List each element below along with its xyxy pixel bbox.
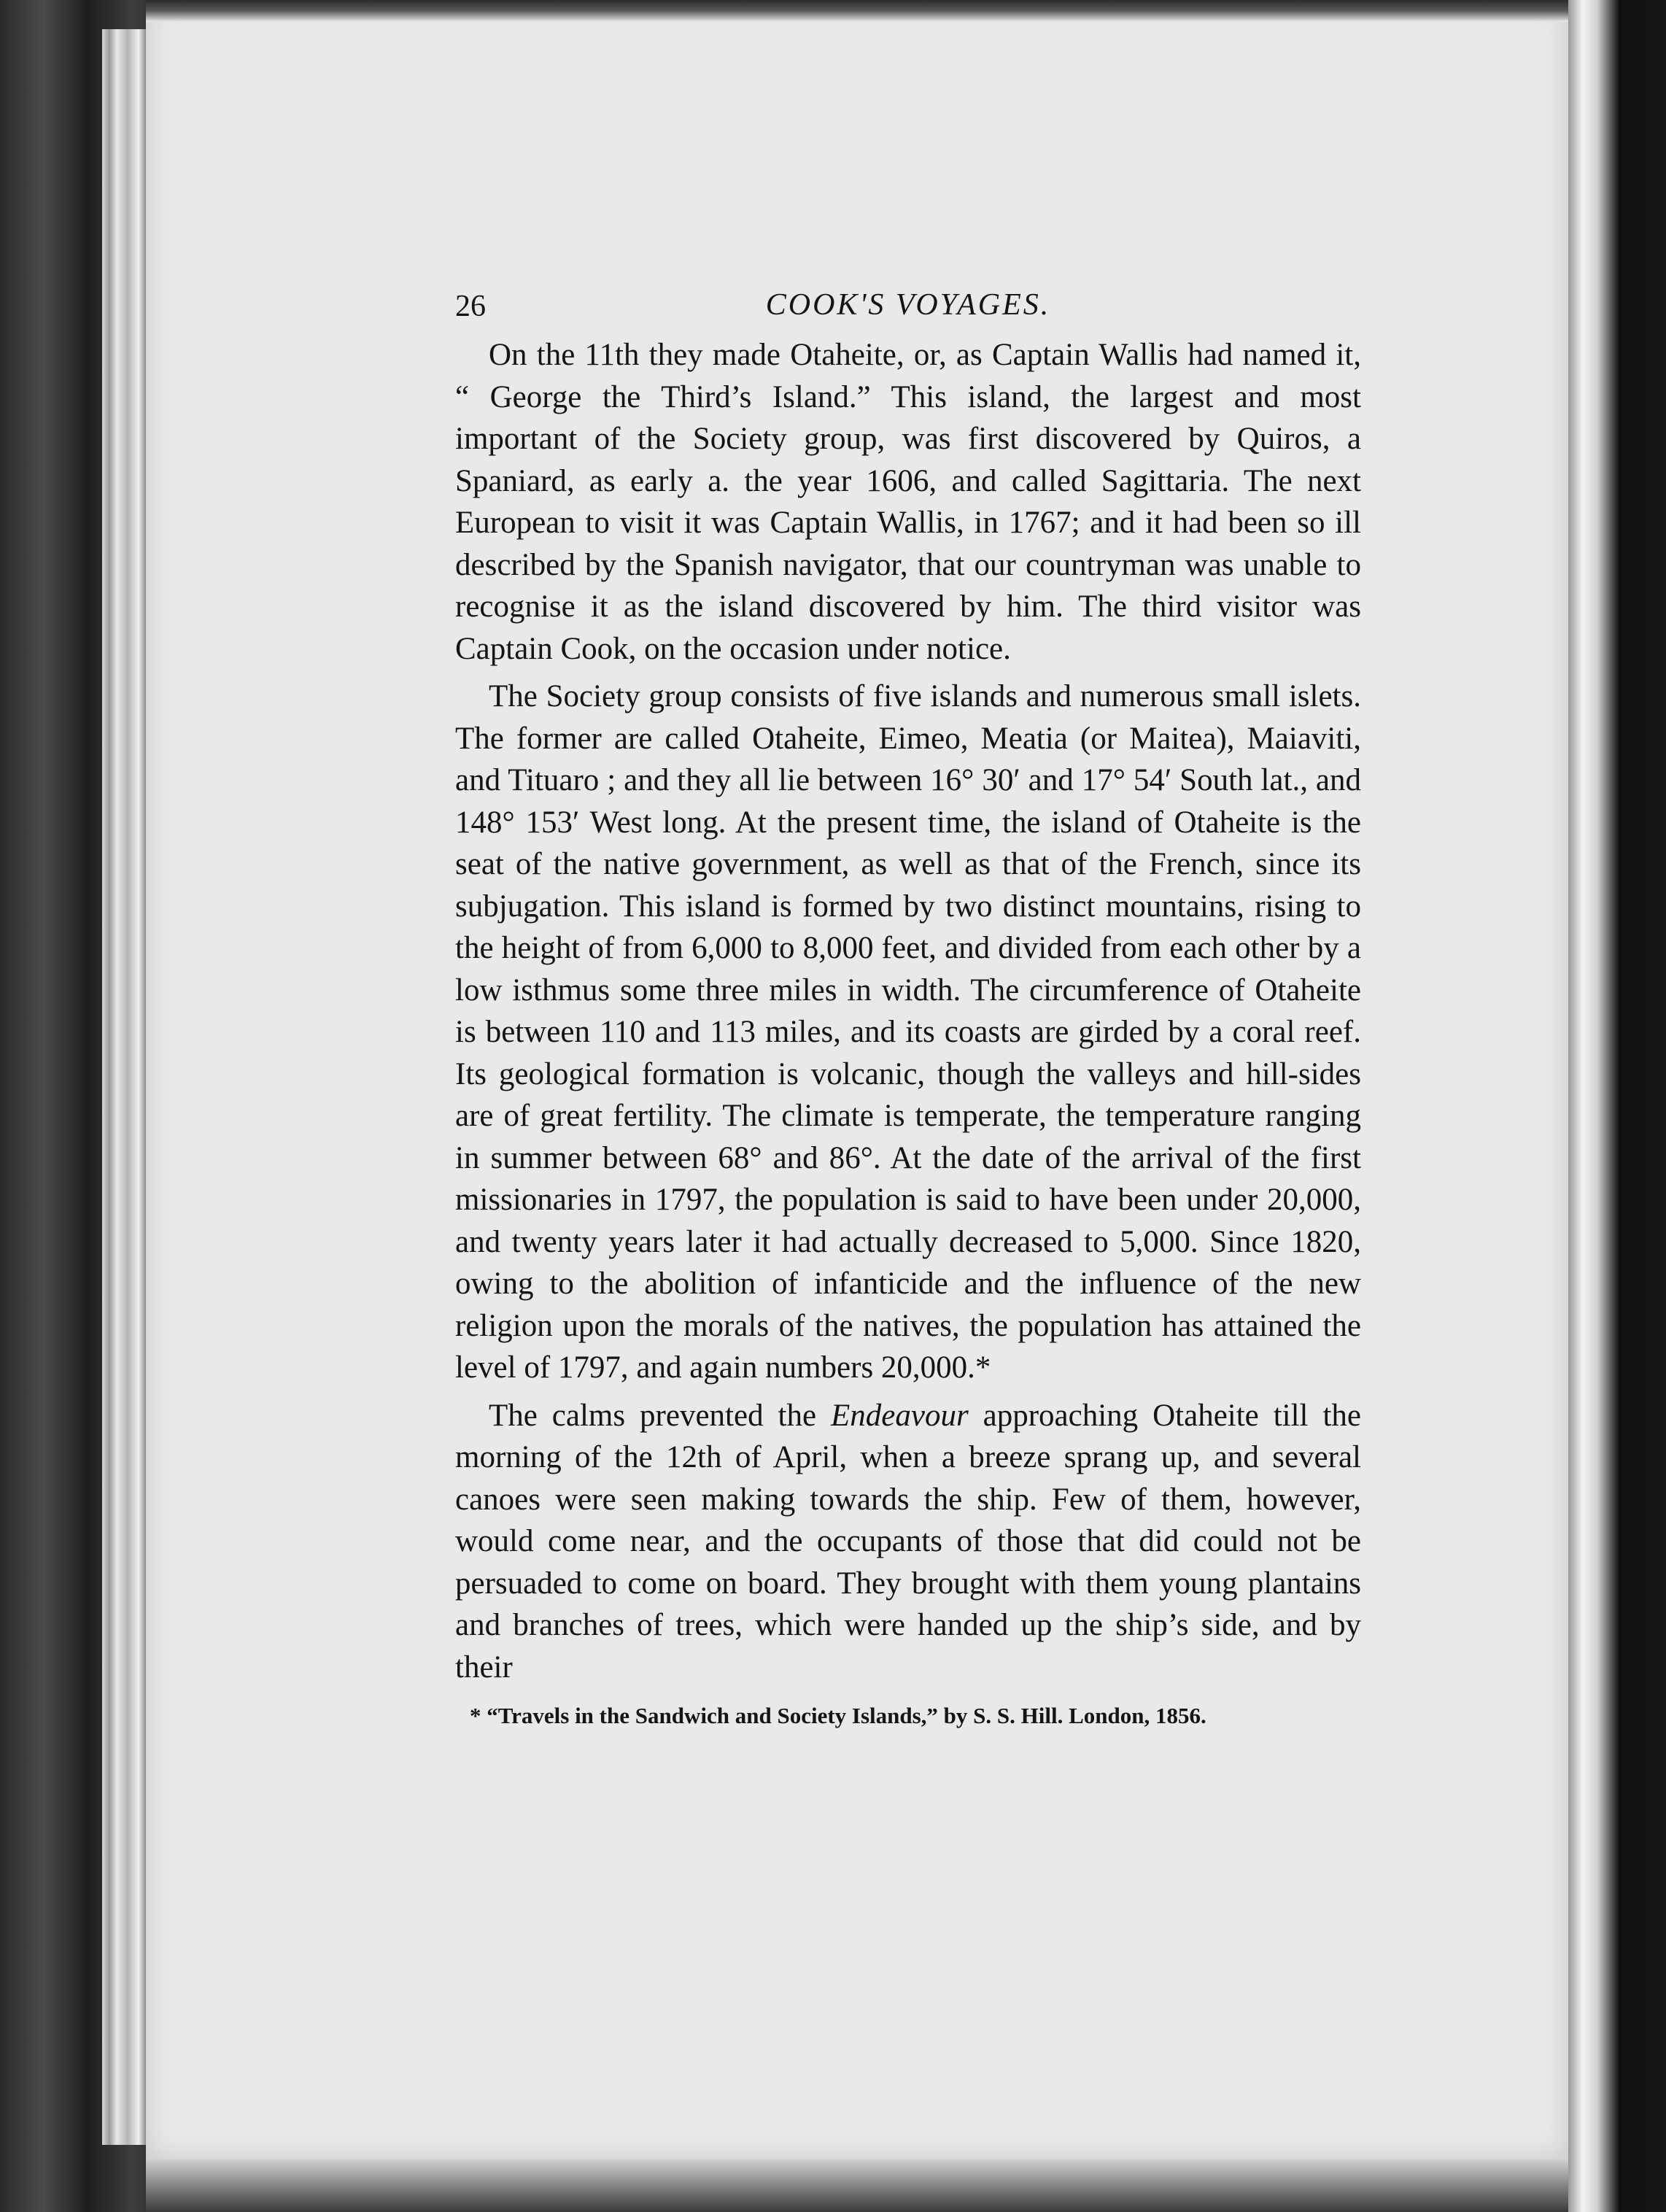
ship-name: Endeavour <box>831 1398 969 1433</box>
page-header <box>455 283 1361 334</box>
paragraph-3-start: The calms prevented the <box>489 1398 832 1433</box>
page-right-edge <box>1568 0 1666 2212</box>
paragraph-3 <box>455 1395 1361 1689</box>
page-top-border <box>146 0 1568 22</box>
footnote: * “Travels in the Sandwich and Society Islands,” by S. S. Hill. London, 1856. <box>470 1703 1206 1728</box>
paragraph-3-rest: approaching Otaheite till the morning of the 12th of April, when a breeze sprang up, and several canoes were seen making towards the ship. Few of them, however, would come near, and the occupants of those that did could not be persuaded to come on board. They brought with them young plantains and branches of trees, which were handed up the ship’s side, and by their <box>455 1398 1361 1685</box>
page-bottom-edge <box>146 2159 1568 2212</box>
text-block <box>455 283 1361 1729</box>
paragraph-2: The Society group consists of five islands and numerous small islets. The former are called Otaheite, Eimeo, Meatia (or Maitea), Maiaviti, and Tituaro ; and they all lie between 16° 30′ and 17° 54′ South lat., and 148° 153′ West long. At the present time, the island of Otaheite is the seat of the native government, as well as that of the French, since its subjugation. This island is formed by two distinct mountains, rising to the height of from 6,000 to 8,000 feet, and divided from each other by a low isthmus some three miles in width. The circumference of Otaheite is between 110 and 113 miles, and its coasts are girded by a coral reef. Its geological formation is volcanic, though the valleys and hill-sides are of great fertility. The climate is temperate, the temperature ranging in summer between 68° and 86°. At the date of the arrival of the first missionaries in 1797, the population is said to have been under 20,000, and twenty years later it had actually decreased to 5,000. Since 1820, owing to the abolition of infanticide and the influence of the new religion upon the morals of the natives, the population has attained the level of 1797, and again numbers 20,000.* <box>455 679 1361 1385</box>
running-title: COOK'S VOYAGES. <box>765 288 1051 322</box>
body-text <box>455 334 1361 1688</box>
page-number: 26 <box>455 290 486 323</box>
book-spine-edge <box>102 29 146 2145</box>
paragraph-1: On the 11th they made Otaheite, or, as Captain Wallis had named it, “ George the Third’s Island.” This island, the largest and most important of the Society group, was first discovered by Quiros, a Spaniard, as early a. the year 1606, and called Sagittaria. The next European to visit it was Captain Wallis, in 1767; and it had been so ill described by the Spanish navigator, that our countryman was unable to recognise it as the island discovered by him. The third visitor was Captain Cook, on the occasion under notice. <box>455 338 1361 666</box>
